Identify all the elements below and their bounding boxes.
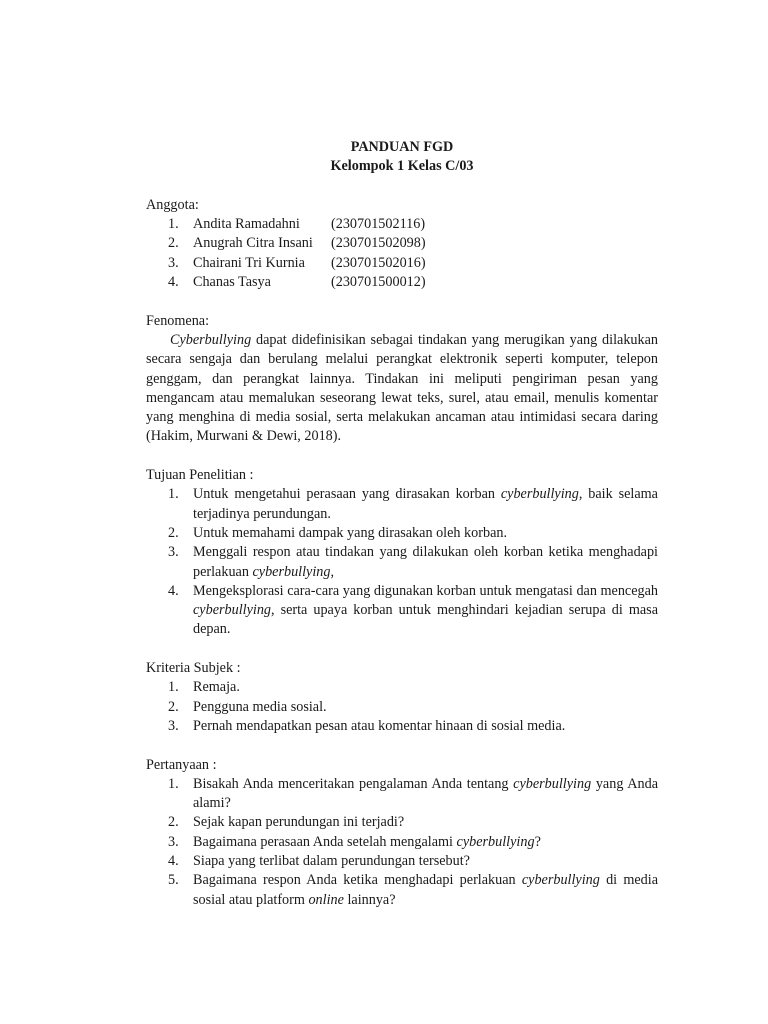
list-item [146, 678, 658, 697]
list-item [146, 717, 658, 736]
list-item [146, 543, 658, 582]
list-item [146, 813, 658, 832]
kriteria-label: Kriteria Subjek : [146, 660, 241, 677]
member-item [146, 273, 658, 292]
member-list [146, 215, 658, 292]
list-text: lainnya? [343, 891, 396, 908]
list-item [146, 485, 658, 524]
list-number: 3. [168, 717, 179, 734]
list-item [146, 524, 658, 543]
list-text: Bagaimana respon Anda ketika menghadapi perlakuan [193, 872, 522, 889]
list-item [146, 871, 658, 910]
list-text: Remaja. [193, 679, 240, 696]
member-name: Chairani Tri Kurnia [193, 254, 305, 271]
list-number: 2. [168, 235, 179, 252]
member-id: (230701502098) [331, 235, 426, 252]
list-text: Sejak kapan perundungan ini terjadi? [193, 814, 405, 831]
list-number: 3. [168, 544, 179, 561]
list-text: Bisakah Anda menceritakan pengalaman Anda tentang [193, 775, 514, 792]
list-text: yang Anda alami? [193, 775, 658, 812]
list-text: Untuk mengetahui perasaan yang dirasakan korban [193, 486, 501, 503]
list-number: 2. [168, 814, 179, 831]
list-item [146, 852, 658, 871]
list-text: di media sosial atau platform [193, 872, 658, 908]
list-number: 3. [168, 254, 179, 271]
list-term: cyberbullying [521, 872, 600, 889]
list-text: , serta upaya korban untuk menghindari kejadian serupa di masa depan. [193, 602, 658, 638]
list-term: cyberbullying [513, 775, 592, 792]
list-number: 4. [168, 274, 179, 291]
list-number: 3. [168, 833, 179, 850]
list-term: online [308, 891, 344, 908]
member-id: (230701502016) [331, 254, 426, 271]
list-number: 1. [168, 679, 179, 696]
list-text: Untuk memahami dampak yang dirasakan oleh korban. [193, 524, 508, 541]
list-term: cyberbullying [500, 486, 579, 503]
member-id: (230701500012) [331, 274, 426, 291]
fenomena-paragraph [146, 331, 658, 447]
fenomena-label: Fenomena: [146, 312, 210, 329]
list-item [146, 833, 658, 852]
list-term: cyberbullying [252, 563, 331, 580]
list-text: ? [534, 833, 541, 850]
list-text: , [330, 563, 335, 580]
list-text: Pernah mendapatkan pesan atau komentar hinaan di sosial media. [193, 717, 566, 734]
anggota-label: Anggota: [146, 196, 199, 213]
member-name: Andita Ramadahni [193, 216, 300, 233]
pertanyaan-label: Pertanyaan : [146, 756, 217, 773]
member-item [146, 215, 658, 234]
list-item [146, 582, 658, 640]
fenomena-text: dapat didefinisikan sebagai tindakan yang merugikan yang dilakukan secara sengaja dan berulang melalui perangkat elektronik seperti komputer, telepon genggam, dan perangkat lainnya. Tindakan ini meliputi pengiriman pesan yang mengancam atau memalukan seseorang lewat teks, surel, atau email, menulis komentar yang menghina di media sosial, serta melakukan ancaman atau intimidasi secara daring (Hakim, Murwani & Dewi, 2018). [146, 331, 658, 445]
list-number: 2. [168, 524, 179, 541]
list-number: 1. [168, 486, 179, 503]
member-item [146, 234, 658, 253]
document-content [146, 138, 658, 910]
list-number: 1. [168, 216, 179, 233]
list-term: cyberbullying [456, 833, 535, 850]
pertanyaan-list [146, 775, 658, 910]
list-text: , baik selama terjadinya perundungan. [193, 486, 658, 522]
list-number: 4. [168, 852, 179, 869]
list-number: 4. [168, 582, 179, 599]
document-subtitle: Kelompok 1 Kelas C/03 [330, 158, 474, 175]
tujuan-label: Tujuan Penelitian : [146, 467, 254, 484]
list-number: 5. [168, 872, 179, 889]
list-number: 2. [168, 698, 179, 715]
list-text: Menggali respon atau tindakan yang dilakukan oleh korban ketika menghadapi perlakuan [193, 544, 658, 580]
list-text: Pengguna media sosial. [193, 698, 327, 715]
list-item [146, 698, 658, 717]
kriteria-list [146, 678, 658, 736]
member-name: Anugrah Citra Insani [193, 235, 313, 252]
fenomena-term: Cyberbullying [170, 331, 252, 348]
member-id: (230701502116) [331, 216, 426, 233]
list-term: cyberbullying [193, 602, 272, 619]
list-number: 1. [168, 775, 179, 792]
list-text: Siapa yang terlibat dalam perundungan tersebut? [193, 852, 470, 869]
document-title: PANDUAN FGD [350, 139, 454, 155]
list-item [146, 775, 658, 814]
list-text: Mengeksplorasi cara-cara yang digunakan korban untuk mengatasi dan mencegah [193, 582, 658, 599]
member-item [146, 254, 658, 273]
tujuan-list [146, 485, 658, 639]
member-name: Chanas Tasya [193, 274, 271, 291]
list-text: Bagaimana perasaan Anda setelah mengalami [193, 833, 457, 850]
